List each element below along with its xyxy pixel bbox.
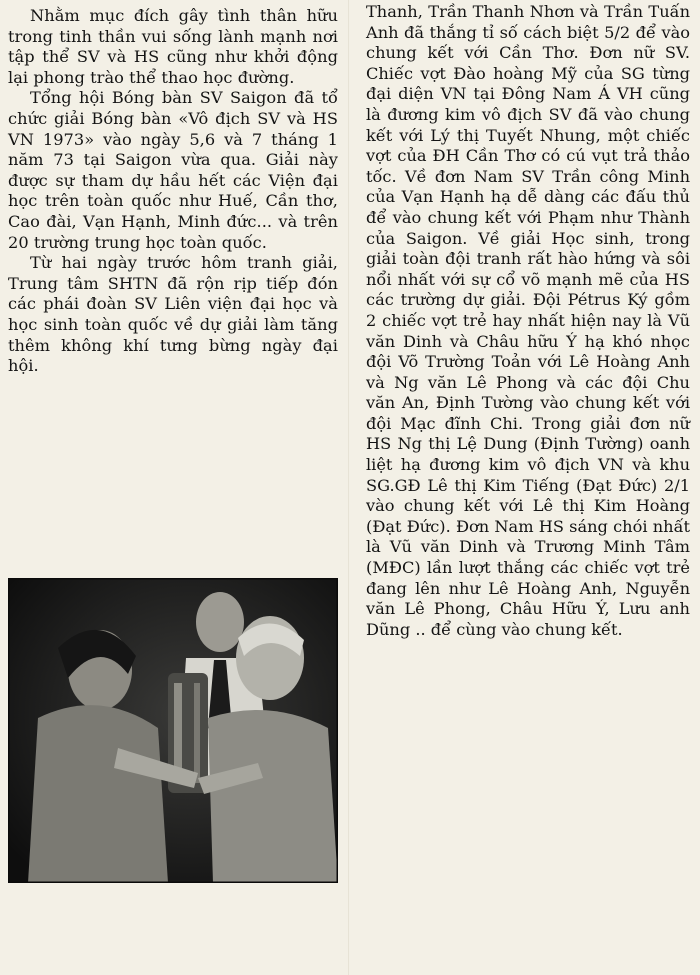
article-continuation: Thanh, Trần Thanh Nhơn và Trần Tuấn Anh đã thắng tỉ số cách biệt 5/2 để vào chung kết với Cần Thơ. Đơn nữ SV. Chiếc vợt Đào hoàng Mỹ của SG từng đại diện VN tại Đông Nam Á VH cũng là đương kim vô địch SV đã vào chung kết với Lý thị Tuyết Nhung, một chiếc vợt của ĐH Cần Thơ có cú vụt trả thảo tốc. Về đơn Nam SV Trần công Minh của Vạn Hạnh hạ dễ dàng các đấu thủ để vào chung kết với Phạm như Thành của Saigon. Về giải Học sinh, trong giải toàn đội tranh rất hào hứng và sôi nổi nhất với sự cổ võ mạnh mẽ của HS các trường dự giải. Đội Pétrus Ký gồm 2 chiếc vợt trẻ hay nhất hiện nay là Vũ văn Dinh và Châu hữu Ý hạ khó nhọc đội Võ Trường Toản với Lê Hoàng Anh và Ng văn Lê Phong và các đội Chu văn An, Định Tường vào chung kết với đội Mạc đĩnh Chi. Trong giải đơn nữ HS Ng thị Lệ Dung (Định Tường) oanh liệt hạ đương kim vô địch VN và khu SG.GĐ Lê thị Kim Tiếng (Đạt Đức) 2/1 vào chung kết với Lê thị Kim Hoàng (Đạt Đức). Đơn Nam HS sáng chói nhất là Vũ văn Dinh và Trương Minh Tâm (MĐC) lần lượt thắng các chiếc vợt trẻ đang lên như Lê Hoàng Anh, Nguyễn văn Lê Phong, Châu Hữu Ý, Lưu anh Dũng .. để cùng vào chung kết. <box>366 2 690 639</box>
article-paragraph-3: Từ hai ngày trước hôm tranh giải, Trung tâm SHTN đã rộn rịp tiếp đón các phái đoàn SV Liên viện đại học và học sinh toàn quốc về dự giải làm tăng thêm không khí tưng bừng ngày đại hội. <box>8 253 338 376</box>
trophy-presentation-photo <box>8 578 338 883</box>
left-column <box>8 6 338 377</box>
column-divider <box>348 0 349 975</box>
right-column <box>366 2 690 640</box>
article-paragraph-1: Nhằm mục đích gây tình thân hữu trong tinh thần vui sống lành mạnh nơi tập thể SV và HS cũng như khởi động lại phong trào thể thao học đường. <box>8 6 338 87</box>
article-paragraph-2: Tổng hội Bóng bàn SV Saigon đã tổ chức giải Bóng bàn «Vô địch SV và HS VN 1973» vào ngày 5,6 và 7 tháng 1 năm 73 tại Saigon vừa qua. Giải này được sự tham dự hầu hết các Viện đại học trên toàn quốc như Huế, Cần thơ, Cao đài, Vạn Hạnh, Minh đức... và trên 20 trường trung học toàn quốc. <box>8 88 338 252</box>
photo-illustration <box>8 578 338 883</box>
